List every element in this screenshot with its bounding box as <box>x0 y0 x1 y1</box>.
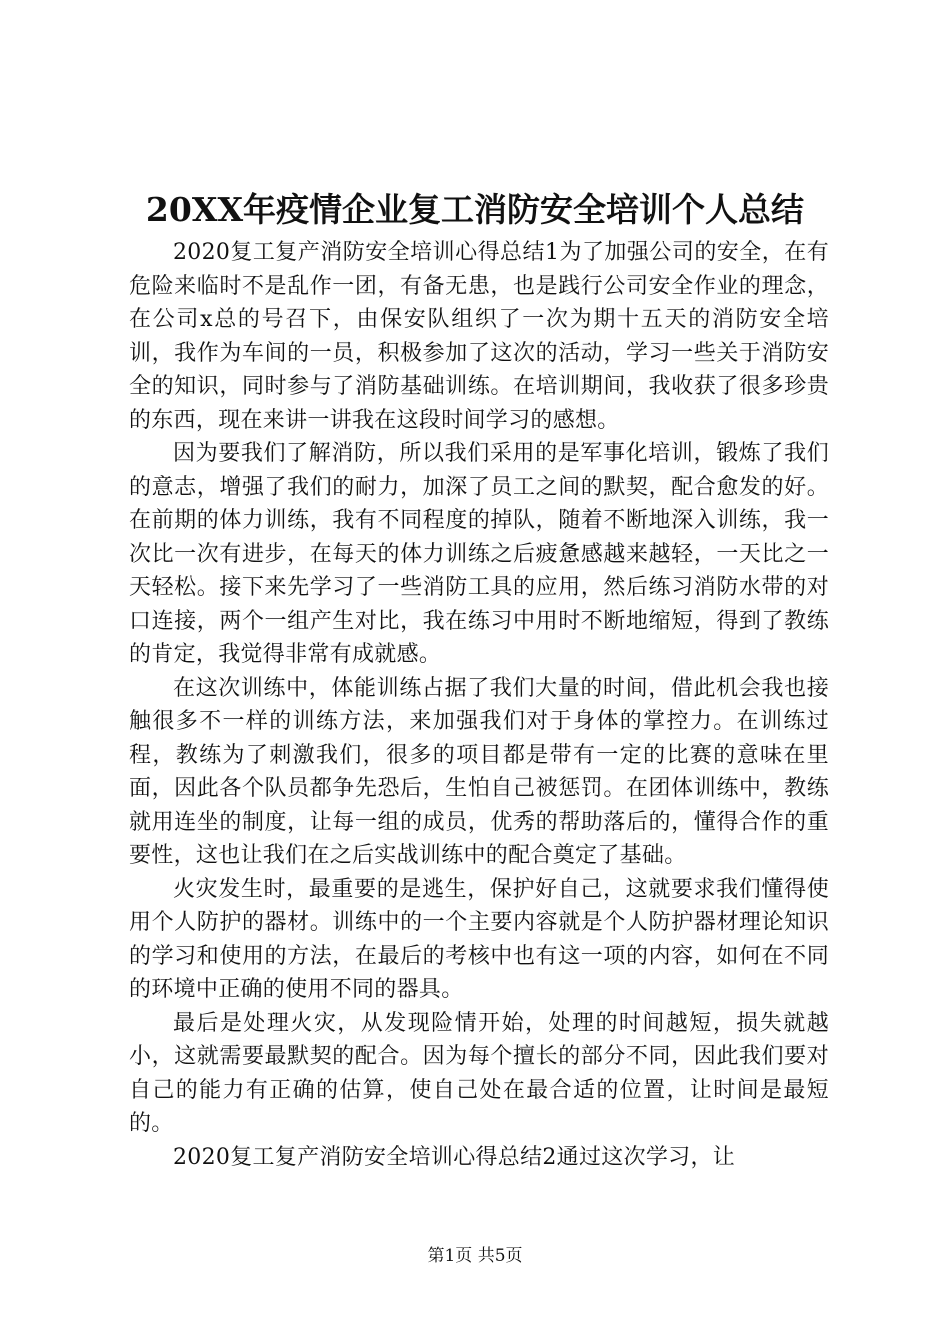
paragraph: 最后是处理火灾，从发现险情开始，处理的时间越短，损失就越小，这就需要最默契的配合。因为每个擅长的部分不同，因此我们要对自己的能力有正确的估算，使自己处在最合适的位置，让时间是最短的。 <box>129 1010 829 1136</box>
paragraph: 火灾发生时，最重要的是逃生，保护好自己，这就要求我们懂得使用个人防护的器材。训练中的一个主要内容就是个人防护器材理论知识的学习和使用的方法，在最后的考核中也有这一项的内容，如何在不同的环境中正确的使用不同的器具。 <box>129 876 829 1002</box>
document-body <box>129 236 829 1174</box>
paragraph: 在这次训练中，体能训练占据了我们大量的时间，借此机会我也接触很多不一样的训练方法，来加强我们对于身体的掌控力。在训练过程，教练为了刺激我们，很多的项目都是带有一定的比赛的意味在里面，因此各个队员都争先恐后，生怕自己被惩罚。在团体训练中，教练就用连坐的制度，让每一组的成员，优秀的帮助落后的，懂得合作的重要性，这也让我们在之后实战训练中的配合奠定了基础。 <box>129 675 829 868</box>
paragraph: 2020复工复产消防安全培训心得总结2通过这次学习，让 <box>173 1144 736 1170</box>
paragraph: 因为要我们了解消防，所以我们采用的是军事化培训，锻炼了我们的意志，增强了我们的耐力，加深了员工之间的默契，配合愈发的好。在前期的体力训练，我有不同程度的掉队，随着不断地深入训练，我一次比一次有进步，在每天的体力训练之后疲惫感越来越轻，一天比之一天轻松。接下来先学习了一些消防工具的应用，然后练习消防水带的对口连接，两个一组产生对比，我在练习中用时不断地缩短，得到了教练的肯定，我觉得非常有成就感。 <box>129 441 829 667</box>
page-number-footer: 第1页 共5页 <box>427 1246 523 1266</box>
document-title: 20XX年疫情企业复工消防安全培训个人总结 <box>145 190 805 229</box>
paragraph: 2020复工复产消防安全培训心得总结1为了加强公司的安全，在有危险来临时不是乱作一团，有备无患，也是践行公司安全作业的理念，在公司x总的号召下，由保安队组织了一次为期十五天的消防安全培训，我作为车间的一员，积极参加了这次的活动，学习一些关于消防安全的知识，同时参与了消防基础训练。在培训期间，我收获了很多珍贵的东西，现在来讲一讲我在这段时间学习的感想。 <box>129 240 829 433</box>
